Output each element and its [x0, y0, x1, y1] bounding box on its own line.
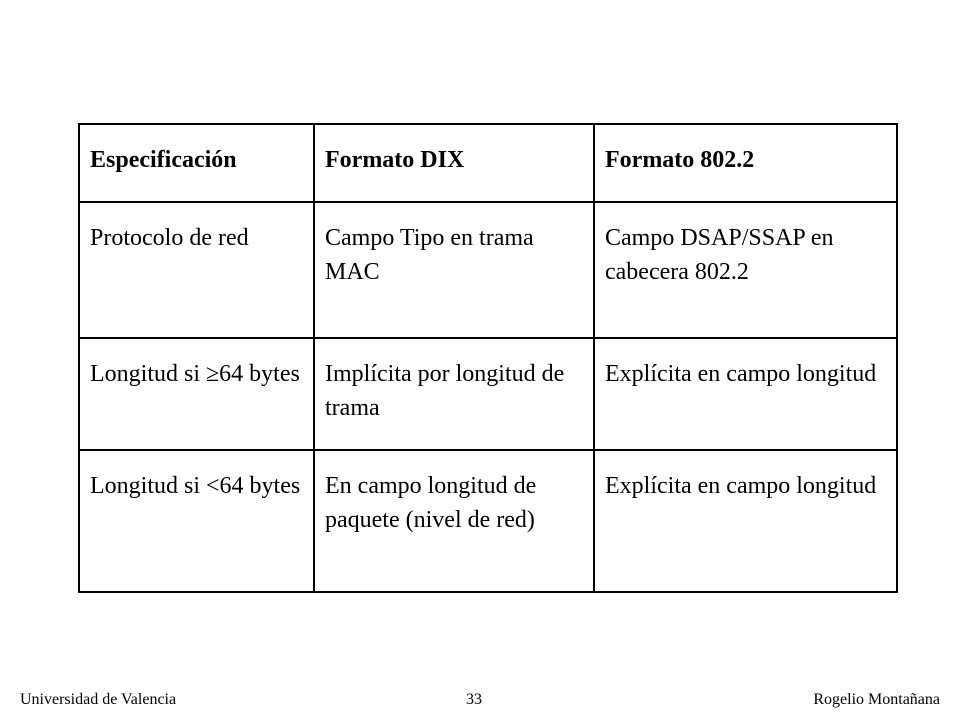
table-cell: En campo longitud de paquete (nivel de red)	[314, 450, 594, 592]
footer-page-number: 33	[466, 691, 482, 708]
table-cell: Campo Tipo en trama MAC	[314, 202, 594, 338]
table-cell: Protocolo de red	[79, 202, 314, 338]
table-cell: Explícita en campo longitud	[594, 338, 897, 450]
table-cell: Implícita por longitud de trama	[314, 338, 594, 450]
table-row	[79, 202, 897, 338]
header-cell-dix-format: Formato DIX	[314, 124, 594, 202]
header-cell-802-2-format: Formato 802.2	[594, 124, 897, 202]
table-row	[79, 450, 897, 592]
table-cell: Campo DSAP/SSAP en cabecera 802.2	[594, 202, 897, 338]
table-header-row	[79, 124, 897, 202]
footer-author: Rogelio Montañana	[813, 691, 940, 708]
header-cell-specification: Especificación	[79, 124, 314, 202]
table-cell: Explícita en campo longitud	[594, 450, 897, 592]
table-row	[79, 338, 897, 450]
table-cell: Longitud si ≥64 bytes	[79, 338, 314, 450]
table-cell: Longitud si <64 bytes	[79, 450, 314, 592]
footer-institution: Universidad de Valencia	[20, 691, 177, 708]
comparison-table	[78, 123, 898, 593]
